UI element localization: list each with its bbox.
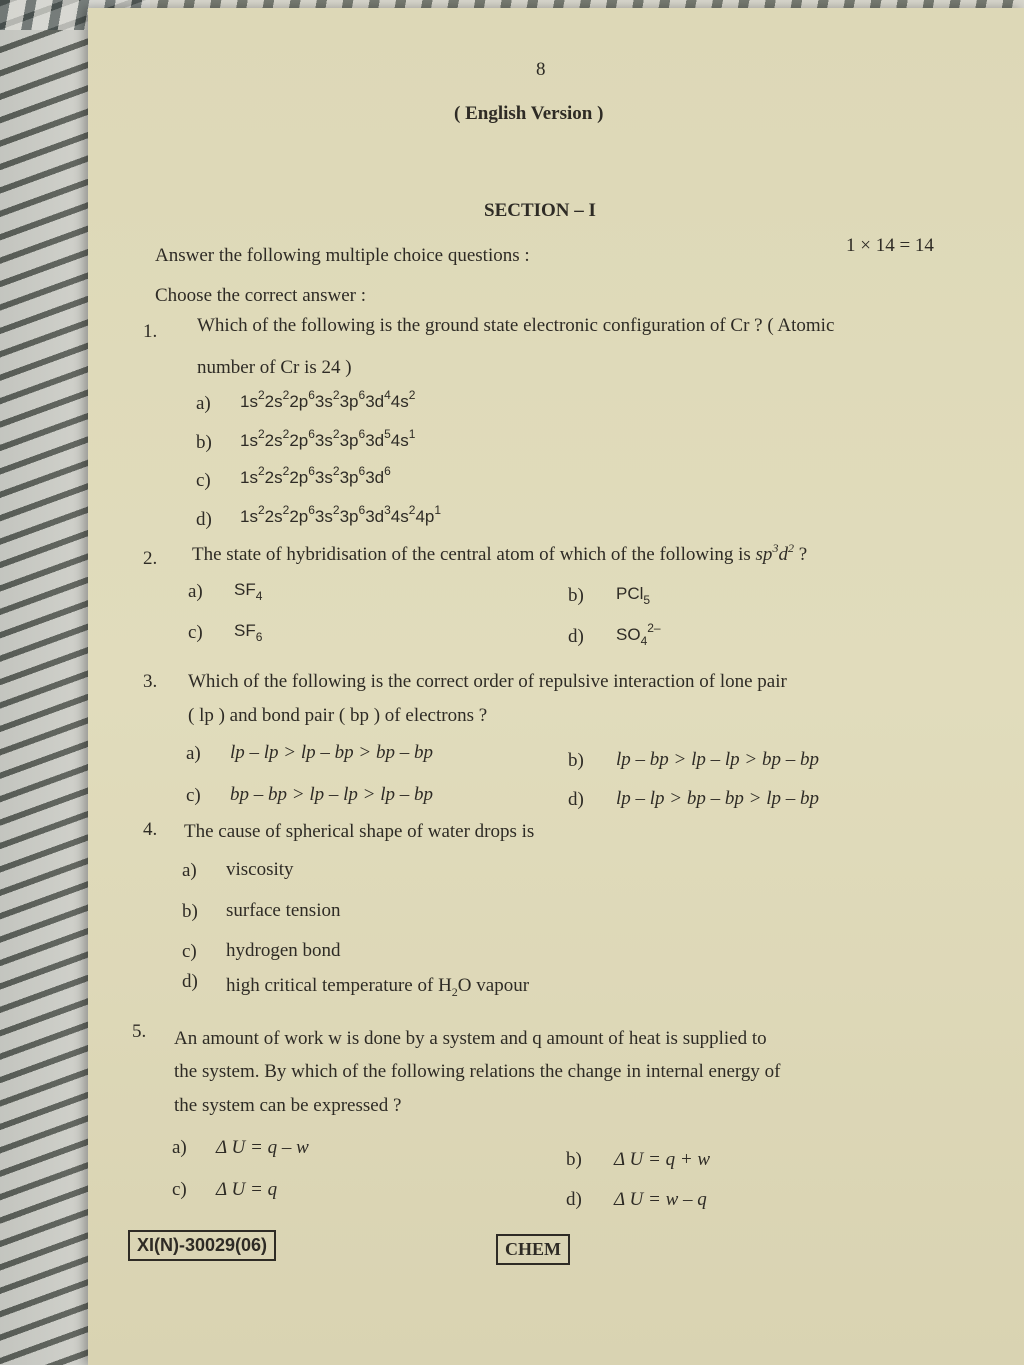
q2-number: 2. bbox=[143, 548, 158, 569]
paper-code-box: XI(N)-30029(06) bbox=[128, 1230, 276, 1261]
q5-option-c-text: Δ U = q bbox=[216, 1179, 278, 1200]
q3-option-b-label: b) bbox=[568, 750, 584, 771]
q1-option-d-config: $1s^22s^22p^63s^23p^63d^34s^24p^1$ bbox=[240, 503, 442, 526]
q4-option-d-text: high critical temperature of $H_2O$ vapour bbox=[226, 975, 530, 999]
instruction-text: Answer the following multiple choice questions : bbox=[155, 245, 530, 266]
q3-text-line2: ( lp ) and bond pair ( bp ) of electrons ? bbox=[188, 705, 488, 726]
q3-text-line1: Which of the following is the correct order of repulsive interaction of lone pair bbox=[188, 671, 787, 692]
q4-number: 4. bbox=[143, 819, 158, 840]
q5-number: 5. bbox=[132, 1021, 147, 1042]
q4-option-c-label: c) bbox=[182, 941, 197, 962]
section-title: SECTION – I bbox=[484, 200, 596, 221]
version-label: ( English Version ) bbox=[454, 103, 604, 124]
q5-text-line1: An amount of work w is done by a system and q amount of heat is supplied to bbox=[174, 1028, 767, 1049]
q4-option-b-label: b) bbox=[182, 901, 198, 922]
marks-text: 1 × 14 = 14 bbox=[846, 235, 934, 256]
q3-option-c-label: c) bbox=[186, 785, 201, 806]
q1-option-d-label: d) bbox=[196, 509, 212, 530]
q5-option-c-label: c) bbox=[172, 1179, 187, 1200]
q2-option-d-label: d) bbox=[568, 626, 584, 647]
q1-option-c-config: $1s^22s^22p^63s^23p^63d^6$ bbox=[240, 464, 391, 487]
q3-option-a-text: lp – lp > lp – bp > bp – bp bbox=[230, 742, 433, 763]
q4-option-a-label: a) bbox=[182, 860, 197, 881]
q5-option-b-text: Δ U = q + w bbox=[614, 1149, 711, 1170]
q3-option-d-label: d) bbox=[568, 789, 584, 810]
subject-box: CHEM bbox=[496, 1234, 570, 1265]
q3-option-d-text: lp – lp > bp – bp > lp – bp bbox=[616, 788, 819, 809]
q4-option-b-text: surface tension bbox=[226, 900, 341, 921]
q1-option-c-label: c) bbox=[196, 470, 211, 491]
q5-option-b-label: b) bbox=[566, 1149, 582, 1170]
q1-option-a-label: a) bbox=[196, 393, 211, 414]
q2-option-a-formula: $SF_4$ bbox=[234, 580, 263, 603]
q2-option-a-label: a) bbox=[188, 581, 203, 602]
page-number: 8 bbox=[536, 59, 546, 80]
q2-option-b-formula: PCl$_5$ bbox=[616, 584, 651, 607]
q2-option-d-formula: $SO_4^{2-}$ bbox=[616, 621, 661, 648]
q1-text-line2: number of Cr is 24 ) bbox=[197, 357, 352, 378]
q5-option-a-label: a) bbox=[172, 1137, 187, 1158]
q2-text: The state of hybridisation of the central atom of which of the following is $sp^3d^2$ ? bbox=[192, 541, 808, 565]
q2-option-c-label: c) bbox=[188, 622, 203, 643]
q3-option-c-text: bp – bp > lp – lp > lp – bp bbox=[230, 784, 433, 805]
q5-option-d-text: Δ U = w – q bbox=[614, 1189, 707, 1210]
q5-text-line3: the system can be expressed ? bbox=[174, 1095, 402, 1116]
q3-option-a-label: a) bbox=[186, 743, 201, 764]
q5-option-a-text: Δ U = q – w bbox=[216, 1137, 309, 1158]
choose-text: Choose the correct answer : bbox=[155, 285, 367, 306]
q1-option-a-config: $1s^22s^22p^63s^23p^63d^44s^2$ bbox=[240, 388, 416, 411]
q2-option-c-formula: $SF_6$ bbox=[234, 621, 263, 644]
q3-option-b-text: lp – bp > lp – lp > bp – bp bbox=[616, 749, 819, 770]
q4-text: The cause of spherical shape of water drops is bbox=[184, 821, 535, 842]
q1-option-b-config: $1s^22s^22p^63s^23p^63d^54s^1$ bbox=[240, 427, 416, 450]
q3-number: 3. bbox=[143, 671, 158, 692]
q2-hybrid-formula: $sp^3d^2$ bbox=[755, 541, 794, 565]
q5-text-line2: the system. By which of the following relations the change in internal energy of bbox=[174, 1061, 781, 1082]
q1-number: 1. bbox=[143, 321, 158, 342]
q2-option-b-label: b) bbox=[568, 585, 584, 606]
q4-option-a-text: viscosity bbox=[226, 859, 294, 880]
q1-text-line1: Which of the following is the ground state electronic configuration of Cr ? ( Atomic bbox=[197, 315, 835, 336]
q4-option-d-label: d) bbox=[182, 971, 198, 992]
q1-option-b-label: b) bbox=[196, 432, 212, 453]
q2-text-main: The state of hybridisation of the central atom of which of the following is bbox=[192, 544, 751, 565]
q4-option-c-text: hydrogen bond bbox=[226, 940, 341, 961]
q5-option-d-label: d) bbox=[566, 1189, 582, 1210]
